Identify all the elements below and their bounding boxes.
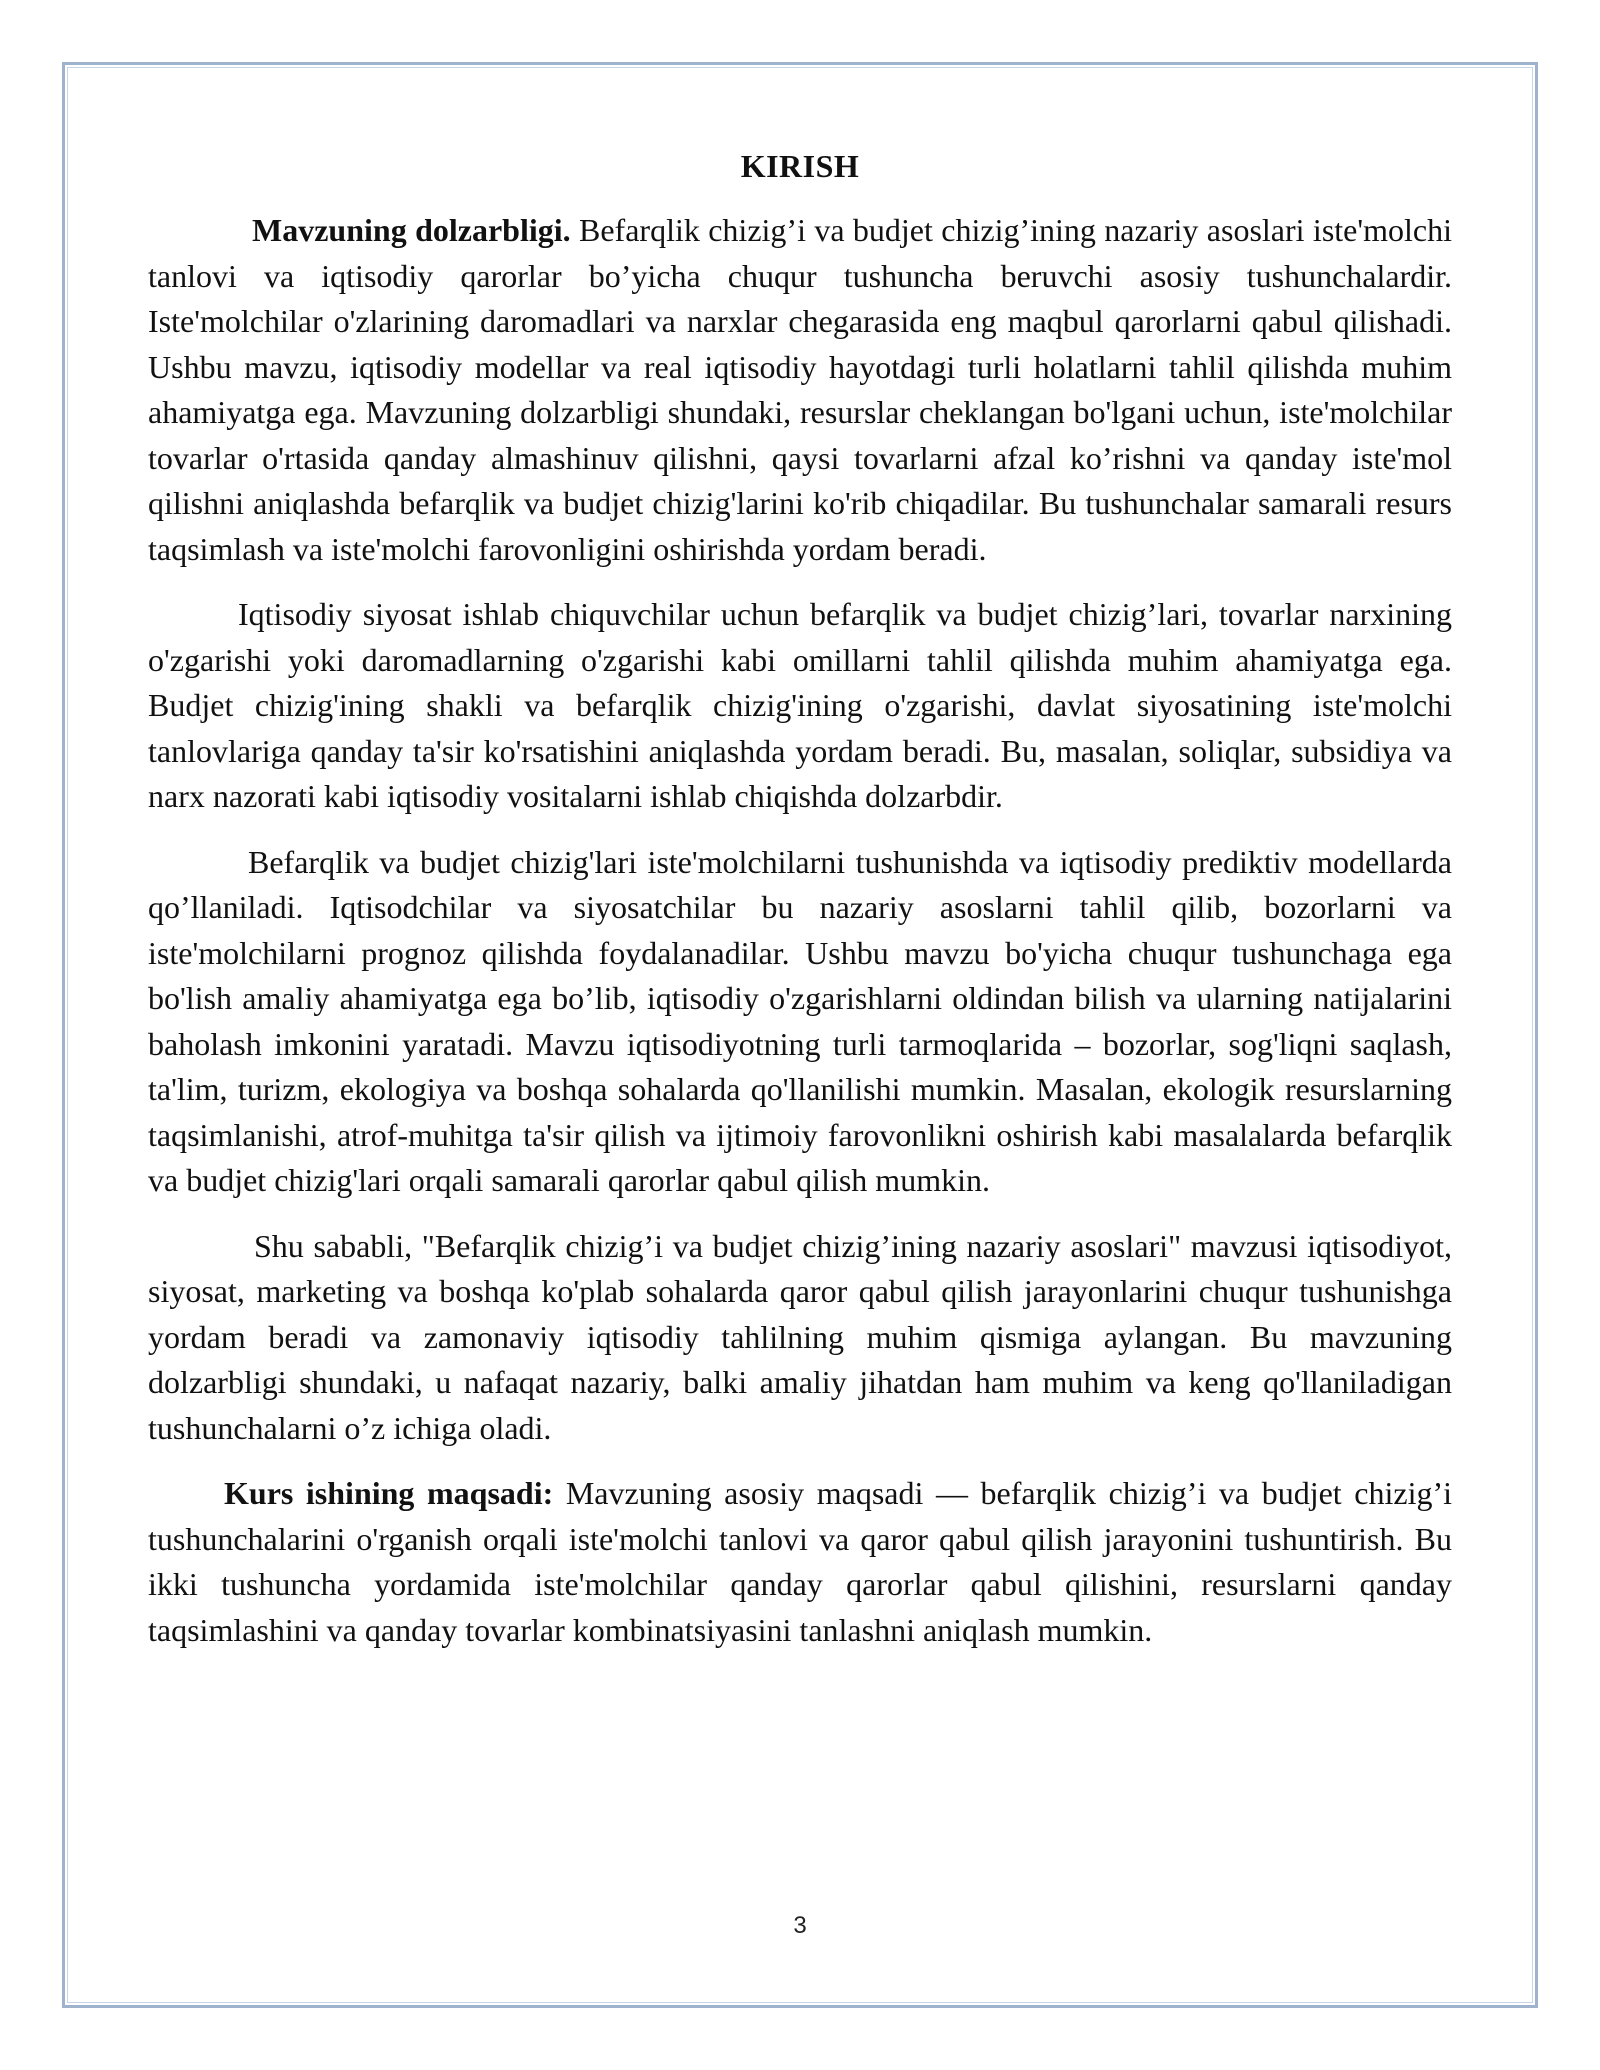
document-body xyxy=(148,146,1452,1673)
page-number: 3 xyxy=(793,1912,807,1939)
paragraph-text: Mavzuning asosiy maqsadi — befarqlik chizig’i va budjet chizig’i tushunchalarini o'rganish orqali iste'molchi tanlovi va qaror qabul qilish jarayonini tushuntirish. Bu ikki tushuncha yordamida iste'molchilar qanday qarorlar qabul qilishini, resurslarni qanday taqsimlashini va qanday tovarlar kombinatsiyasini tanlashni aniqlash mumkin. xyxy=(148,1475,1453,1648)
paragraph-applications xyxy=(148,840,1452,1204)
paragraph-lead: Kurs ishining maqsadi: xyxy=(224,1475,554,1511)
paragraph-text: Befarqlik va budjet chizig'lari iste'molchilarni tushunishda va iqtisodiy prediktiv modellarda qo’llaniladi. Iqtisodchilar va siyosatchilar bu nazariy asoslarni tahlil qilib, bozorlarni va iste'molchilarni prognoz qilishda foydalanadilar. Ushbu mavzu bo'yicha chuqur tushunchaga ega bo'lish amaliy ahamiyatga ega bo’lib, iqtisodiy o'zgarishlarni oldindan bilish va ularning natijalarini baholash imkonini yaratadi. Mavzu iqtisodiyotning turli tarmoqlarida – bozorlar, sog'liqni saqlash, ta'lim, turizm, ekologiya va boshqa sohalarda qo'llanilishi mumkin. Masalan, ekologik resurslarning taqsimlanishi, atrof-muhitga ta'sir qilish va ijtimoiy farovonlikni oshirish kabi masalalarda befarqlik va budjet chizig'lari orqali samarali qarorlar qabul qilish mumkin. xyxy=(148,843,1452,1198)
paragraph-relevance xyxy=(148,208,1452,572)
section-heading: KIRISH xyxy=(740,148,860,184)
paragraph-course-goal xyxy=(148,1471,1452,1653)
paragraph-economic-policy xyxy=(148,592,1452,820)
paragraph-lead: Mavzuning dolzarbligi. xyxy=(252,212,571,248)
paragraph-conclusion xyxy=(148,1224,1452,1452)
paragraph-text: Befarqlik chizig’i va budjet chizig’ining nazariy asoslari iste'molchi tanlovi va iqtisodiy qarorlar bo’yicha chuqur tushuncha beruvchi asosiy tushunchalardir. Iste'molchilar o'zlarining daromadlari va narxlar chegarasida eng maqbul qarorlarni qabul qilishadi. Ushbu mavzu, iqtisodiy modellar va real iqtisodiy hayotdagi turli holatlarni tahlil qilishda muhim ahamiyatga ega. Mavzuning dolzarbligi shundaki, resurslar cheklangan bo'lgani uchun, iste'molchilar tovarlar o'rtasida qanday almashinuv qilishni, qaysi tovarlarni afzal ko’rishni va qanday iste'mol qilishni aniqlashda befarqlik va budjet chizig'larini ko'rib chiqadilar. Bu tushunchalar samarali resurs taqsimlash va iste'molchi farovonligini oshirishda yordam beradi. xyxy=(148,212,1452,567)
paragraph-text: Iqtisodiy siyosat ishlab chiquvchilar uchun befarqlik va budjet chizig’lari, tovarlar narxining o'zgarishi yoki daromadlarning o'zgarishi kabi omillarni tahlil qilishda muhim ahamiyatga ega. Budjet chizig'ining shakli va befarqlik chizig'ining o'zgarishi, davlat siyosatining iste'molchi tanlovlariga qanday ta'sir ko'rsatishini aniqlashda yordam beradi. Bu, masalan, soliqlar, subsidiya va narx nazorati kabi iqtisodiy vositalarni ishlab chiqishda dolzarbdir. xyxy=(148,596,1452,814)
paragraph-text: Shu sababli, "Befarqlik chizig’i va budjet chizig’ining nazariy asoslari" mavzusi iqtisodiyot, siyosat, marketing va boshqa ko'plab sohalarda qaror qabul qilish jarayonlarini chuqur tushunishga yordam beradi va zamonaviy iqtisodiy tahlilning muhim qismiga aylangan. Bu mavzuning dolzarbligi shundaki, u nafaqat nazariy, balki amaliy jihatdan ham muhim va keng qo'llaniladigan tushunchalarni o’z ichiga oladi. xyxy=(148,1227,1452,1446)
